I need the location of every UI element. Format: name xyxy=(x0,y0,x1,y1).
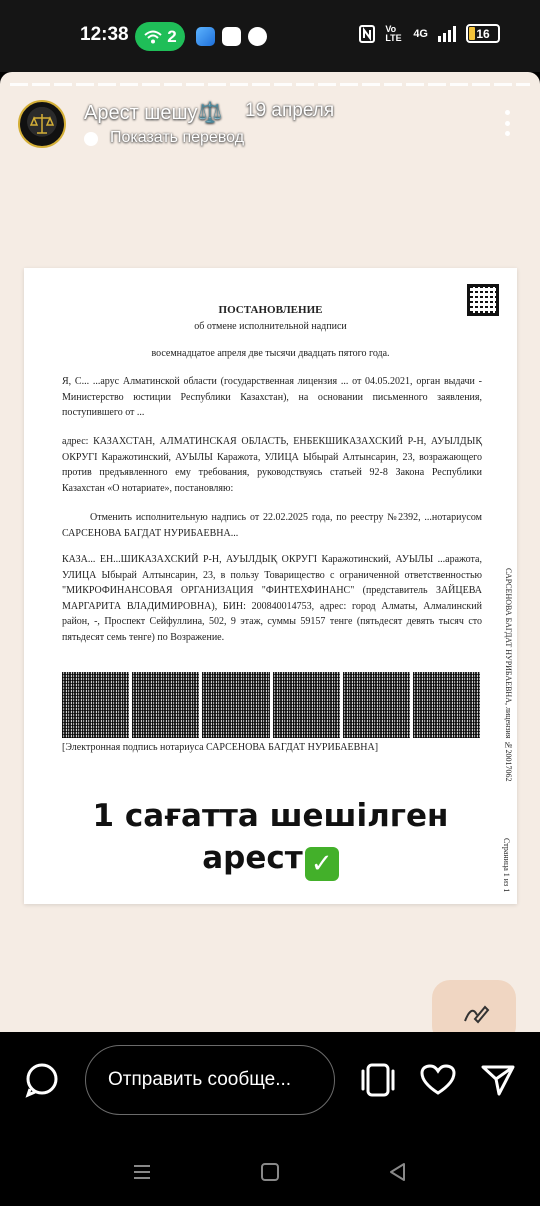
chat-bubble-icon xyxy=(24,1062,60,1098)
reply-bar xyxy=(0,1032,540,1132)
document-subtitle: об отмене исполнительной надписи xyxy=(194,321,347,332)
story-username[interactable]: Арест шешу⚖️ xyxy=(84,102,223,124)
story-viewer[interactable] xyxy=(0,72,540,1032)
battery-indicator xyxy=(466,24,500,43)
camera-button[interactable] xyxy=(22,1060,62,1100)
status-right xyxy=(359,24,500,43)
network-label: 4G xyxy=(413,27,428,40)
hotspot-count: 2 xyxy=(167,26,177,46)
menu-lines-icon xyxy=(132,1162,152,1182)
send-icon xyxy=(480,1063,516,1097)
document-paragraph: КАЗА... ЕН...ШИКАЗАХСКИЙ Р-Н, АУЫЛДЫҚ ОКРУГІ Каражотинский, АУЫЛЫ ...аражота, УЛИЦА Ыбырай Алтынсарин, 23, в пользу Товарищество с ограниченной ответственностью "МИКРОФИНАНСОВАЯ ОРГАНИЗАЦИЯ "ФИНТЕХФИНАНС" (представитель ЗАЙЦЕВА МАРГАРИТА ВЛАДИМИРОВНА), БИН: 200840014753, адрес: город Алматы, Алмалинский район, -, Проспект Сейфуллина, 502, 9 этаж, суммы 59157 тенге (пятьдесят девять тысяч сто пятьдесят семь тенге) по Возражение. xyxy=(62,554,482,643)
story-progress-bar xyxy=(10,83,530,86)
signal-icon xyxy=(438,26,456,42)
app-icon xyxy=(196,27,215,46)
volte-label: Vo LTE xyxy=(385,23,402,43)
nfc-icon xyxy=(359,25,375,43)
translate-icon[interactable] xyxy=(84,132,98,146)
document-paragraph: Я, С... ...арус Алматинской области (государственная лицензия ... от 04.05.2021, орган выдачи - Министерство юстиции Республики Казахстан), на основании письменного заявления, поступившего от ... xyxy=(62,376,482,418)
status-time: 12:38 xyxy=(80,24,129,45)
story-caption-line1: 1 сағатта шешілген xyxy=(92,798,449,834)
barcode xyxy=(343,672,410,738)
check-mark-icon: ✓ xyxy=(305,847,339,881)
document-side-text: САРСЕНОВА БАГДАТ НУРИБАЕВНА, лицензия №20017062 xyxy=(504,568,513,782)
barcode xyxy=(132,672,199,738)
square-home-icon xyxy=(260,1162,280,1182)
signature-barcodes xyxy=(62,672,480,738)
story-date: 19 апреля xyxy=(245,100,335,121)
document-image xyxy=(24,268,517,904)
show-translation-button[interactable]: Показать перевод xyxy=(110,129,245,146)
share-button[interactable] xyxy=(478,1060,518,1100)
barcode xyxy=(62,672,129,738)
hotspot-indicator xyxy=(135,22,185,51)
electronic-signature-note: [Электронная подпись нотариуса САРСЕНОВА БАГДАТ НУРИБАЕВНА] xyxy=(62,742,379,753)
barcode xyxy=(202,672,269,738)
status-bar xyxy=(0,0,540,72)
barcode xyxy=(273,672,340,738)
battery-level: 16 xyxy=(476,26,490,41)
document-paragraph: Отменить исполнительную надпись от 22.02.2025 года, по реестру №2392, ...нотариусом САРСЕНОВА БАГДАТ НУРИБАЕВНА... xyxy=(62,512,482,539)
app-icon xyxy=(248,27,267,46)
document-page-number: Страница 1 из 1 xyxy=(502,838,511,893)
back-button[interactable] xyxy=(386,1160,410,1184)
reply-input[interactable]: Отправить сообще... xyxy=(85,1045,335,1115)
app-icon xyxy=(222,27,241,46)
triangle-back-icon xyxy=(388,1162,408,1182)
document-date: восемнадцатое апреля две тысячи двадцать пятого года. xyxy=(151,348,390,359)
document-title: ПОСТАНОВЛЕНИЕ xyxy=(218,304,323,316)
document-paragraph: адрес: КАЗАХСТАН, АЛМАТИНСКАЯ ОБЛАСТЬ, ЕНБЕКШИКАЗАХСКИЙ Р-Н, АУЫЛДЫҚ ОКРУГІ Каражотинский, АУЫЛЫ Каражота, УЛИЦА Ыбырай Алтынсарин, 23, возражающего против предъявленного ему требования, руководствуясь статьей 92-8 Закона Республики Казахстан «О нотариате», постановляю: xyxy=(62,436,482,494)
avatar[interactable] xyxy=(18,100,66,148)
more-options-icon[interactable] xyxy=(504,110,510,136)
repost-icon xyxy=(359,1063,397,1097)
edit-button[interactable] xyxy=(432,980,516,1032)
story-caption-line2 xyxy=(24,840,517,881)
system-navigation-bar xyxy=(0,1132,540,1206)
recents-button[interactable] xyxy=(130,1160,154,1184)
barcode xyxy=(413,672,480,738)
heart-icon xyxy=(420,1064,456,1096)
like-button[interactable] xyxy=(418,1060,458,1100)
wifi-hotspot-icon xyxy=(143,29,163,45)
repost-button[interactable] xyxy=(358,1060,398,1100)
caption-text: арест xyxy=(202,840,303,876)
scales-icon xyxy=(29,111,55,137)
pen-edit-icon xyxy=(457,997,491,1027)
home-button[interactable] xyxy=(258,1160,282,1184)
